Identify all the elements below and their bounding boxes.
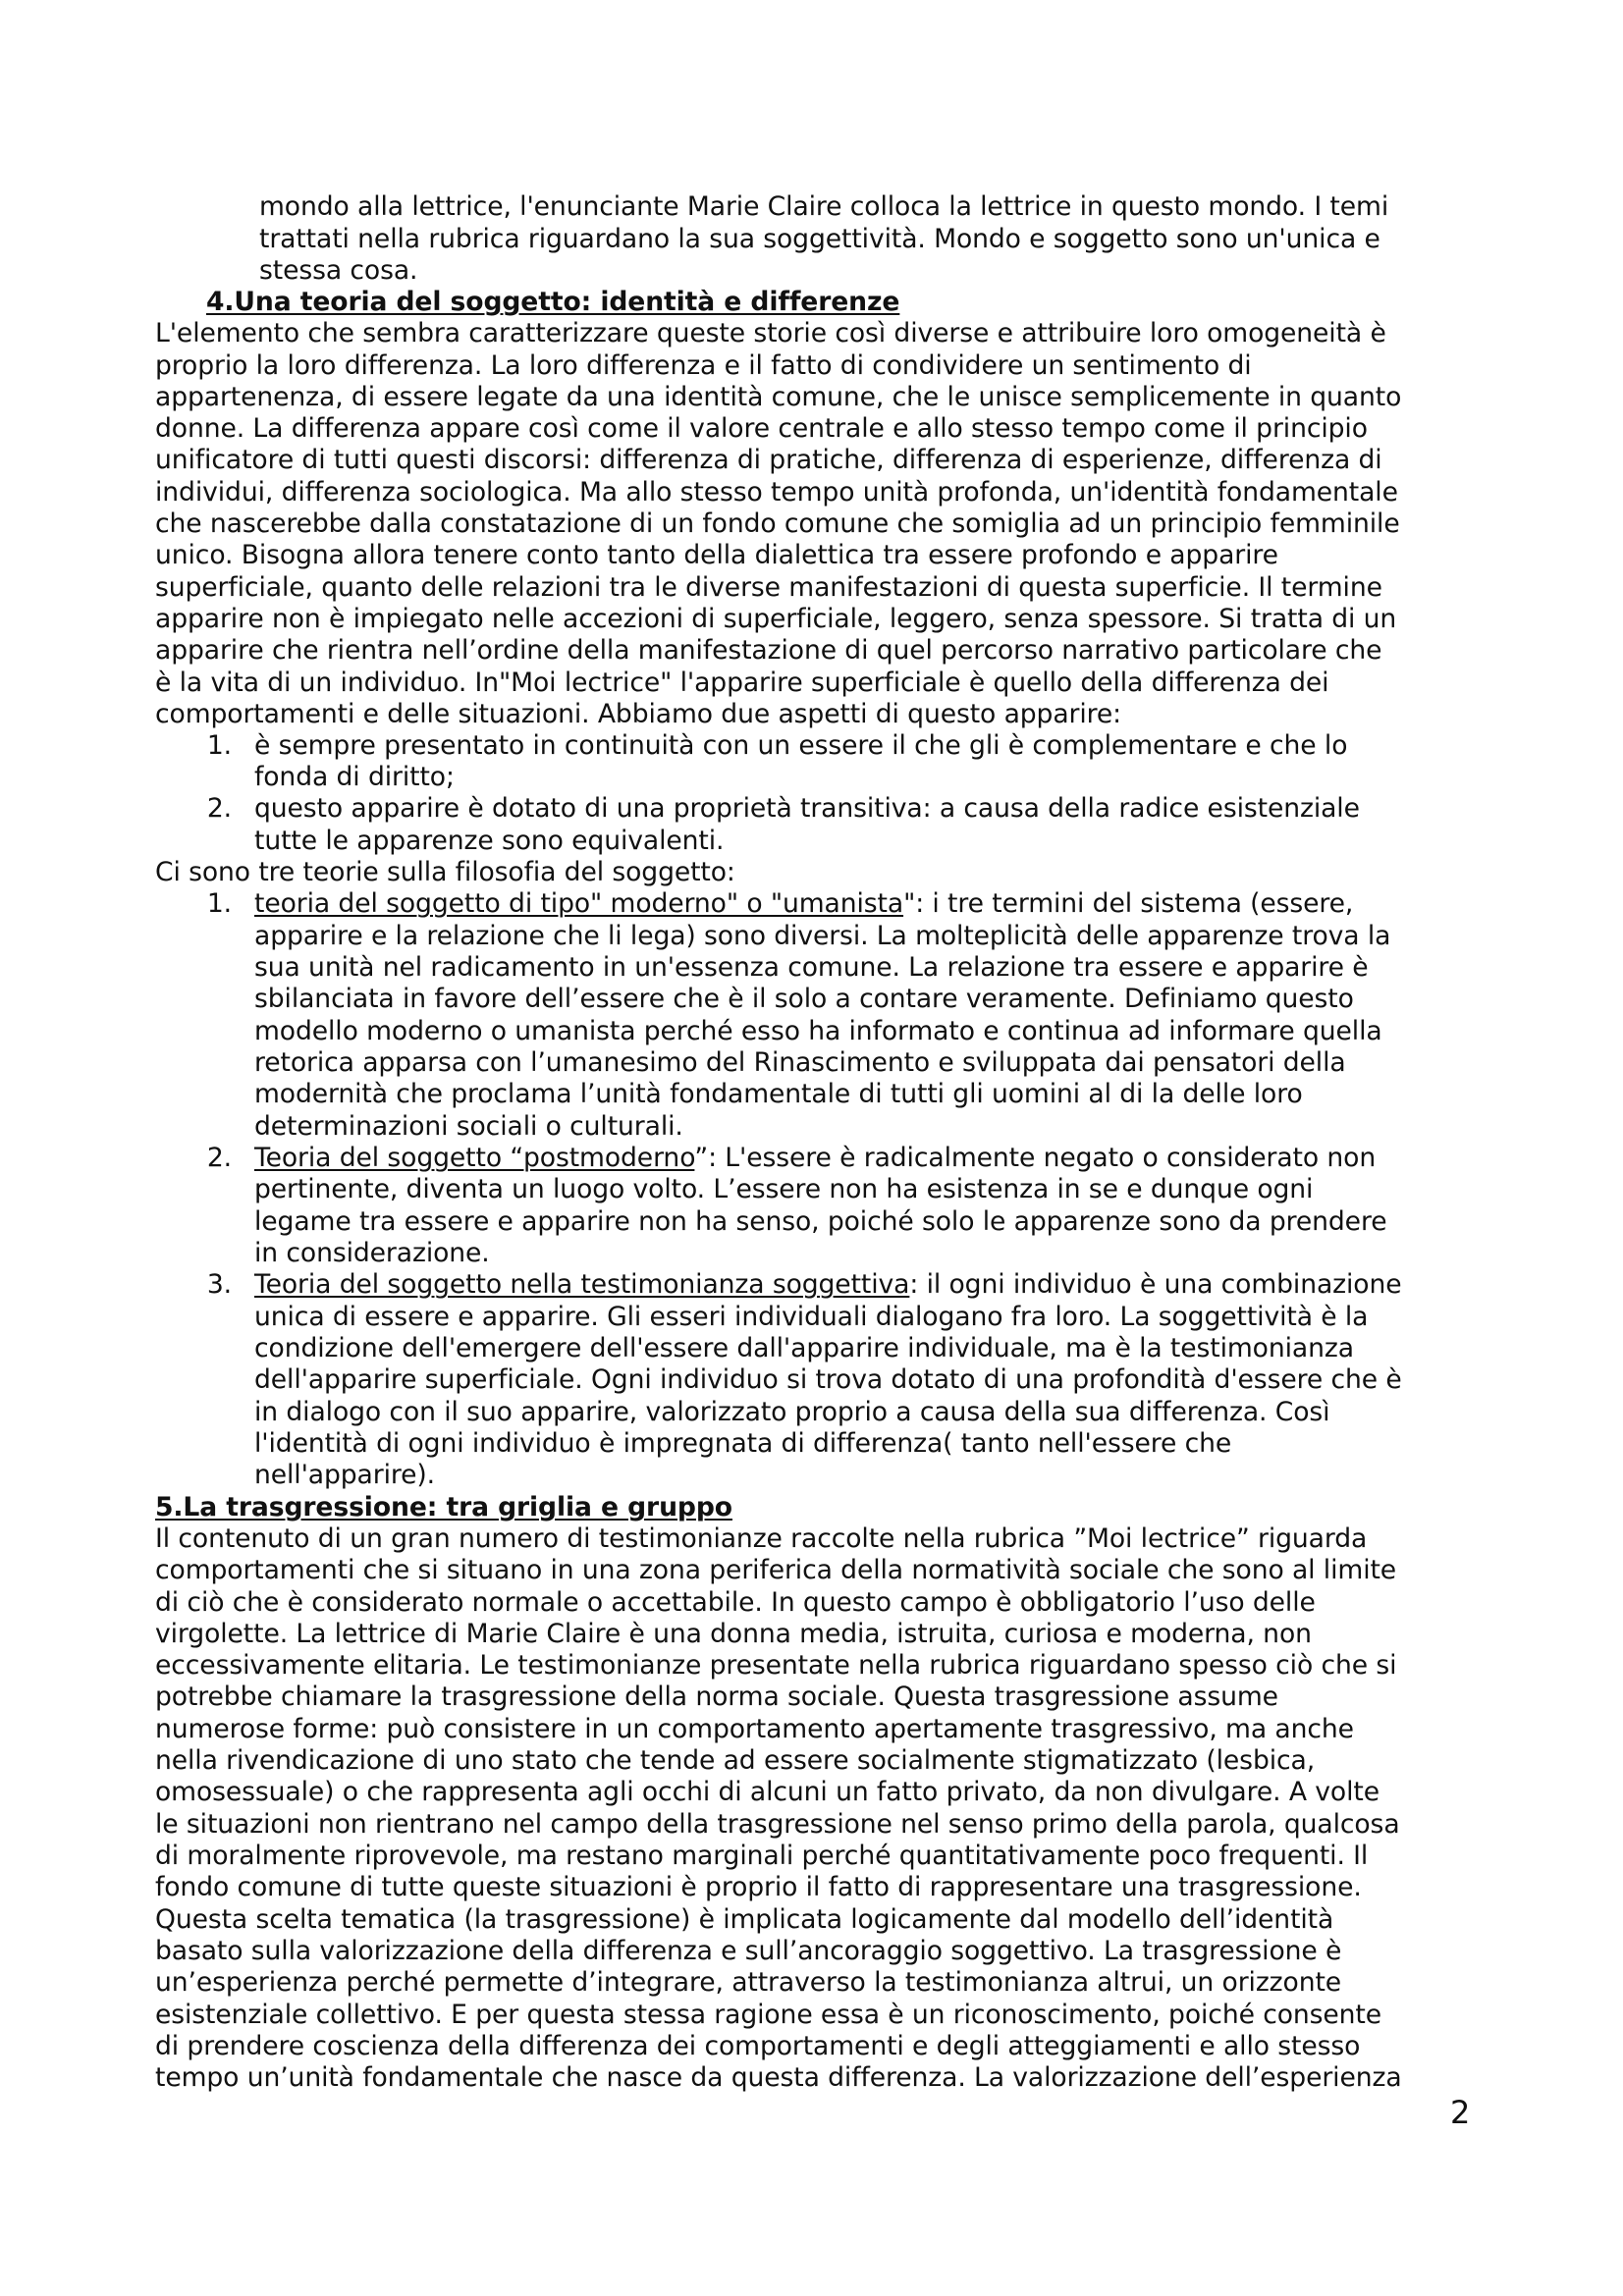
list-item-line: legame tra essere e apparire non ha senso, poiché solo le apparenze sono da prendere (254, 1206, 1387, 1237)
list-number: 2. (206, 793, 232, 824)
list-number: 1. (206, 730, 232, 761)
paragraph-line: appartenenza, di essere legate da una identità comune, che le unisce semplicemente in quanto (155, 382, 1402, 412)
paragraph-line: individui, differenza sociologica. Ma allo stesso tempo unità profonda, un'identità fondamentale (155, 477, 1398, 507)
list-number: 1. (206, 888, 232, 919)
paragraph-line: nella rivendicazione di uno stato che tende ad essere socialmente stigmatizzato (lesbica, (155, 1745, 1316, 1776)
paragraph-line: di moralmente riprovevole, ma restano marginali perché quantitativamente poco frequenti. Il (155, 1841, 1369, 1871)
paragraph-line: che nascerebbe dalla constatazione di un fondo comune che somiglia ad un principio femminile (155, 508, 1400, 539)
theory-first-rest: ”: L'essere è radicalmente negato o considerato non (694, 1143, 1377, 1173)
paragraph-line: è la vita di un individuo. In"Moi lectrice" l'apparire superficiale è quello della differenza dei (155, 667, 1329, 698)
theories-intro: Ci sono tre teorie sulla filosofia del soggetto: (155, 857, 735, 887)
theory-first-line (254, 888, 1353, 920)
list-item-line: determinazioni sociali o culturali. (254, 1111, 683, 1142)
theory-title: Teoria del soggetto “postmoderno (254, 1143, 695, 1173)
paragraph-line: apparire che rientra nell’ordine della manifestazione di quel percorso narrativo particolare che (155, 635, 1382, 666)
theory-title: teoria del soggetto di tipo" moderno" o "umanista (254, 888, 904, 919)
intro-line: mondo alla lettrice, l'enunciante Marie Claire colloca la lettrice in questo mondo. I temi (259, 191, 1389, 222)
paragraph-line: numerose forme: può consistere in un comportamento apertamente trasgressivo, ma anche (155, 1714, 1354, 1744)
paragraph-line: fondo comune di tutte queste situazioni è proprio il fatto di rappresentare una trasgressione. (155, 1872, 1362, 1902)
paragraph-line: esistenziale collettivo. E per questa stessa ragione essa è un riconoscimento, poiché consente (155, 2000, 1381, 2030)
paragraph-line: potrebbe chiamare la trasgressione della norma sociale. Questa trasgressione assume (155, 1682, 1278, 1712)
paragraph-line: di ciò che è considerato normale o accettabile. In questo campo è obbligatorio l’uso delle (155, 1587, 1316, 1618)
theory-first-line (254, 1269, 1401, 1301)
paragraph-line: Il contenuto di un gran numero di testimonianze raccolte nella rubrica ”Moi lectrice” riguarda (155, 1523, 1368, 1554)
section-4-heading: 4.Una teoria del soggetto: identità e differenze (206, 287, 900, 317)
paragraph-line: eccessivamente elitaria. Le testimonianze presentate nella rubrica riguardano spesso ciò che si (155, 1650, 1397, 1681)
theory-title: Teoria del soggetto nella testimonianza soggettiva (254, 1269, 910, 1300)
list-item-line: modernità che proclama l’unità fondamentale di tutti gli uomini al di la delle loro (254, 1079, 1303, 1109)
list-item-line: tutte le apparenze sono equivalenti. (254, 826, 725, 856)
paragraph-line: apparire non è impiegato nelle accezioni di superficiale, leggero, senza spessore. Si tratta di un (155, 604, 1397, 634)
paragraph-line: tempo un’unità fondamentale che nasce da questa differenza. La valorizzazione dell’esperienza (155, 2062, 1402, 2093)
list-item-line: nell'apparire). (254, 1460, 436, 1490)
list-number: 2. (206, 1143, 232, 1173)
paragraph-line: unico. Bisogna allora tenere conto tanto della dialettica tra essere profondo e apparire (155, 540, 1278, 570)
list-item-line: retorica apparsa con l’umanesimo del Rinascimento e sviluppata dai pensatori della (254, 1047, 1346, 1078)
theory-first-rest: ": i tre termini del sistema (essere, (903, 888, 1354, 919)
list-item-line: è sempre presentato in continuità con un essere il che gli è complementare e che lo (254, 730, 1348, 761)
paragraph-line: comportamenti che si situano in una zona periferica della normatività sociale che sono al limite (155, 1555, 1397, 1585)
list-item-line: condizione dell'emergere dell'essere dall'apparire individuale, ma è la testimonianza (254, 1333, 1354, 1363)
theory-first-line (254, 1143, 1376, 1174)
intro-line: trattati nella rubrica riguardano la sua soggettività. Mondo e soggetto sono un'unica e (259, 224, 1380, 254)
paragraph-line: proprio la loro differenza. La loro differenza e il fatto di condividere un sentimento di (155, 350, 1252, 381)
paragraph-line: unificatore di tutti questi discorsi: differenza di pratiche, differenza di esperienze, differenza di (155, 445, 1382, 475)
list-item-line: sua unità nel radicamento in un'essenza comune. La relazione tra essere e apparire è (254, 952, 1369, 983)
intro-line: stessa cosa. (259, 255, 418, 286)
paragraph-line: comportamenti e delle situazioni. Abbiamo due aspetti di questo apparire: (155, 699, 1122, 729)
paragraph-line: di prendere coscienza della differenza dei comportamenti e degli atteggiamenti e allo stesso (155, 2031, 1361, 2061)
section-5-heading: 5.La trasgressione: tra griglia e gruppo (155, 1492, 732, 1522)
list-number: 3. (206, 1269, 232, 1300)
paragraph-line: omosessuale) o che rappresenta agli occhi di alcuni un fatto privato, da non divulgare. A volte (155, 1777, 1380, 1807)
paragraph-line: superficiale, quanto delle relazioni tra le diverse manifestazioni di questa superficie. Il termine (155, 572, 1382, 603)
paragraph-line: Questa scelta tematica (la trasgressione) è implicata logicamente dal modello dell’identità (155, 1904, 1334, 1935)
list-item-line: questo apparire è dotato di una proprietà transitiva: a causa della radice esistenziale (254, 793, 1360, 824)
list-item-line: apparire e la relazione che li lega) sono diversi. La molteplicità delle apparenze trova la (254, 921, 1391, 951)
paragraph-line: virgolette. La lettrice di Marie Claire è una donna media, istruita, curiosa e moderna, non (155, 1619, 1312, 1649)
paragraph-line: le situazioni non rientrano nel campo della trasgressione nel senso primo della parola, qualcosa (155, 1809, 1400, 1840)
list-item-line: unica di essere e apparire. Gli esseri individuali dialogano fra loro. La soggettività è la (254, 1302, 1369, 1332)
list-item-line: dell'apparire superficiale. Ogni individuo si trova dotato di una profondità d'essere che è (254, 1364, 1402, 1395)
paragraph-line: donne. La differenza appare così come il valore centrale e allo stesso tempo come il principio (155, 413, 1368, 444)
paragraph-line: basato sulla valorizzazione della differenza e sull’ancoraggio soggettivo. La trasgressione è (155, 1936, 1342, 1966)
paragraph-line: un’esperienza perché permette d’integrare, attraverso la testimonianza altrui, un orizzonte (155, 1967, 1342, 1998)
page-number: 2 (1450, 2094, 1471, 2131)
paragraph-line: L'elemento che sembra caratterizzare queste storie così diverse e attribuire loro omogeneità è (155, 318, 1386, 348)
list-item-line: sbilanciata in favore dell’essere che è il solo a contare veramente. Definiamo questo (254, 984, 1354, 1014)
list-item-line: l'identità di ogni individuo è impregnata di differenza( tanto nell'essere che (254, 1428, 1232, 1459)
list-item-line: in dialogo con il suo apparire, valorizzato proprio a causa della sua differenza. Così (254, 1397, 1330, 1427)
theory-first-rest: : il ogni individuo è una combinazione (909, 1269, 1402, 1300)
list-item-line: pertinente, diventa un luogo volto. L’essere non ha esistenza in se e dunque ogni (254, 1174, 1314, 1204)
list-item-line: fonda di diritto; (254, 762, 455, 792)
list-item-line: in considerazione. (254, 1238, 490, 1268)
list-item-line: modello moderno o umanista perché esso ha informato e continua ad informare quella (254, 1016, 1382, 1046)
